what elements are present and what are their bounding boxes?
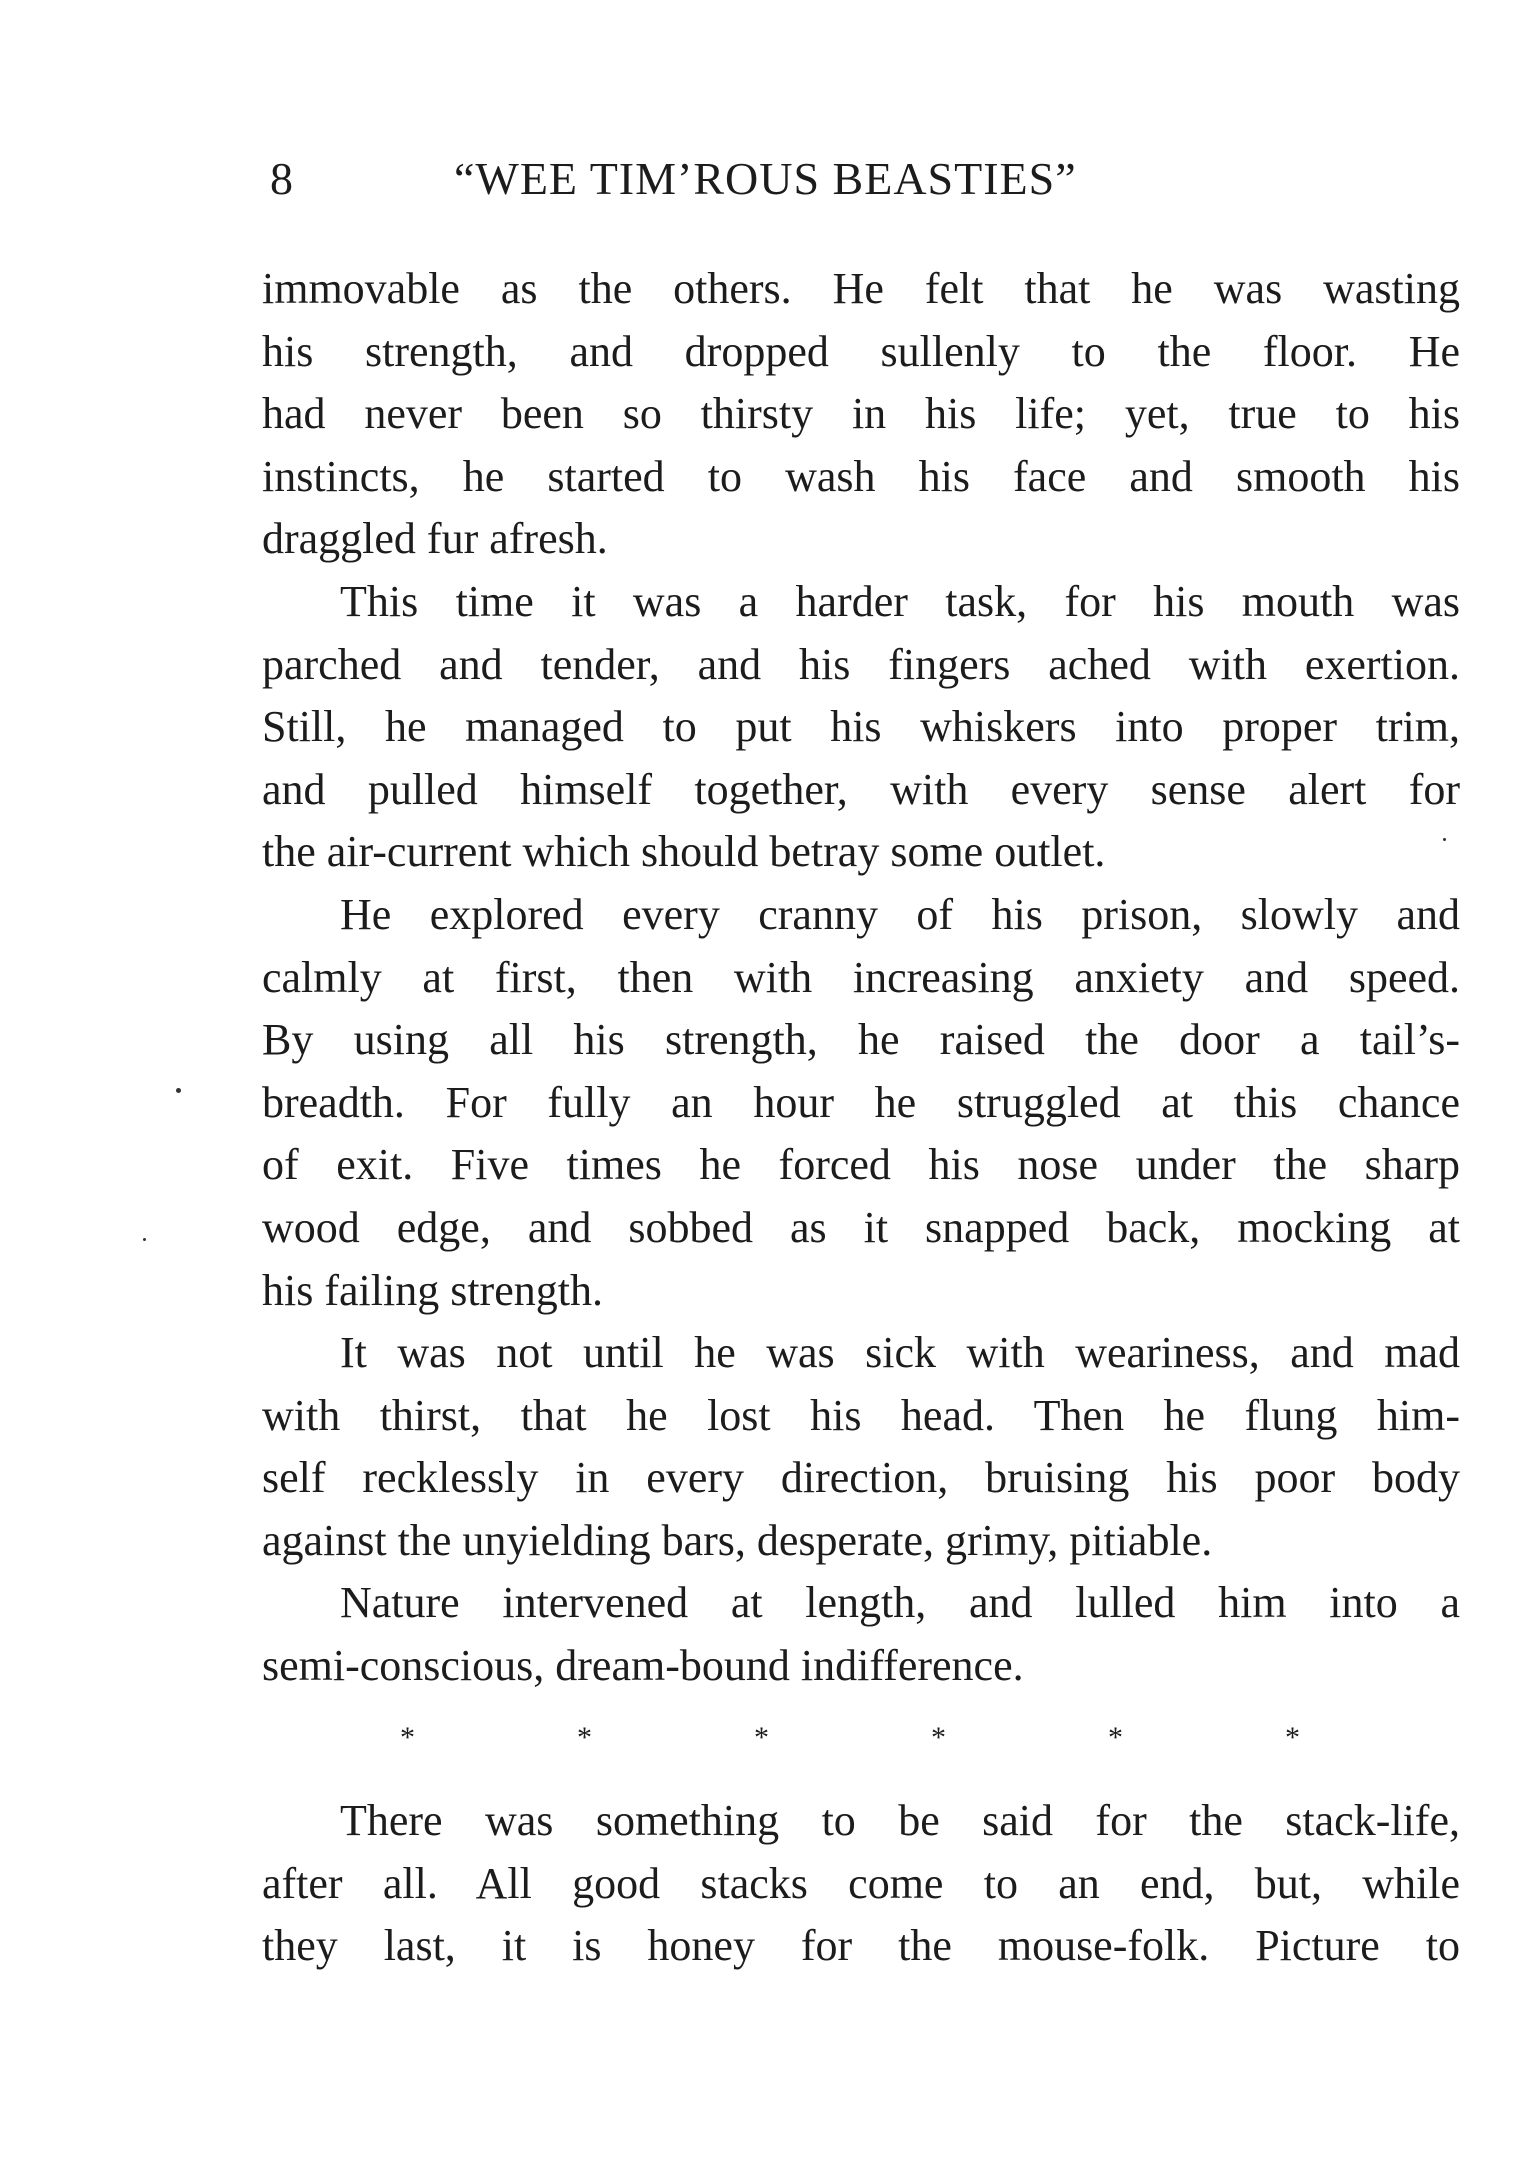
ink-speck (1443, 838, 1446, 841)
text-line: Still, he managed to put his whiskers into proper trim, (262, 702, 1460, 752)
text-line: instincts, he started to wash his face and smooth his (262, 451, 1460, 501)
asterism-star: * (1285, 1721, 1300, 1754)
text-line: had never been so thirsty in his life; yet, true to his (262, 389, 1460, 439)
ink-speck (143, 1238, 146, 1241)
text-line: semi-conscious, dream-bound indifference. (262, 1641, 1024, 1691)
asterism-star: * (400, 1721, 415, 1754)
text-line: after all. All good stacks come to an end, but, while (262, 1858, 1460, 1908)
ink-speck (176, 1088, 181, 1093)
asterism-star: * (754, 1721, 769, 1754)
text-line: draggled fur afresh. (262, 514, 608, 564)
text-line: immovable as the others. He felt that he was wasting (262, 264, 1460, 313)
text-line: of exit. Five times he forced his nose under the sharp (262, 1140, 1460, 1190)
running-head (270, 152, 1470, 212)
text-line: breadth. For fully an hour he struggled at this chance (262, 1077, 1460, 1127)
asterism-star: * (931, 1721, 946, 1754)
text-line: Nature intervened at length, and lulled him into a (340, 1578, 1460, 1628)
body-text (262, 258, 1460, 1698)
text-line: they last, it is honey for the mouse-folk. Picture to (262, 1921, 1460, 1971)
asterism-star: * (1108, 1721, 1123, 1754)
text-line: his strength, and dropped sullenly to the floor. He (262, 326, 1460, 376)
text-line: against the unyielding bars, desperate, grimy, pitiable. (262, 1515, 1213, 1565)
running-title: “WEE TIM’ROUS BEASTIES” (454, 153, 1077, 204)
final-paragraph (262, 1790, 1460, 1978)
text-line: By using all his strength, he raised the door a tail’s- (262, 1015, 1460, 1065)
text-line: calmly at first, then with increasing anxiety and speed. (262, 952, 1460, 1002)
text-line: wood edge, and sobbed as it snapped back, mocking at (262, 1202, 1460, 1252)
page-number: 8 (270, 153, 294, 204)
text-line: his failing strength. (262, 1265, 603, 1315)
text-line: with thirst, that he lost his head. Then he flung him- (262, 1390, 1460, 1440)
text-line: the air-current which should betray some outlet. (262, 827, 1106, 877)
text-line: parched and tender, and his fingers ached with exertion. (262, 639, 1460, 689)
asterism-star: * (577, 1721, 592, 1754)
section-break (400, 1708, 1300, 1768)
text-line: and pulled himself together, with every sense alert for (262, 764, 1460, 814)
text-line: There was something to be said for the stack-life, (340, 1796, 1460, 1845)
text-line: He explored every cranny of his prison, slowly and (340, 889, 1460, 939)
text-line: This time it was a harder task, for his mouth was (340, 576, 1460, 626)
text-line: It was not until he was sick with weariness, and mad (340, 1328, 1460, 1378)
text-line: self recklessly in every direction, bruising his poor body (262, 1453, 1460, 1503)
